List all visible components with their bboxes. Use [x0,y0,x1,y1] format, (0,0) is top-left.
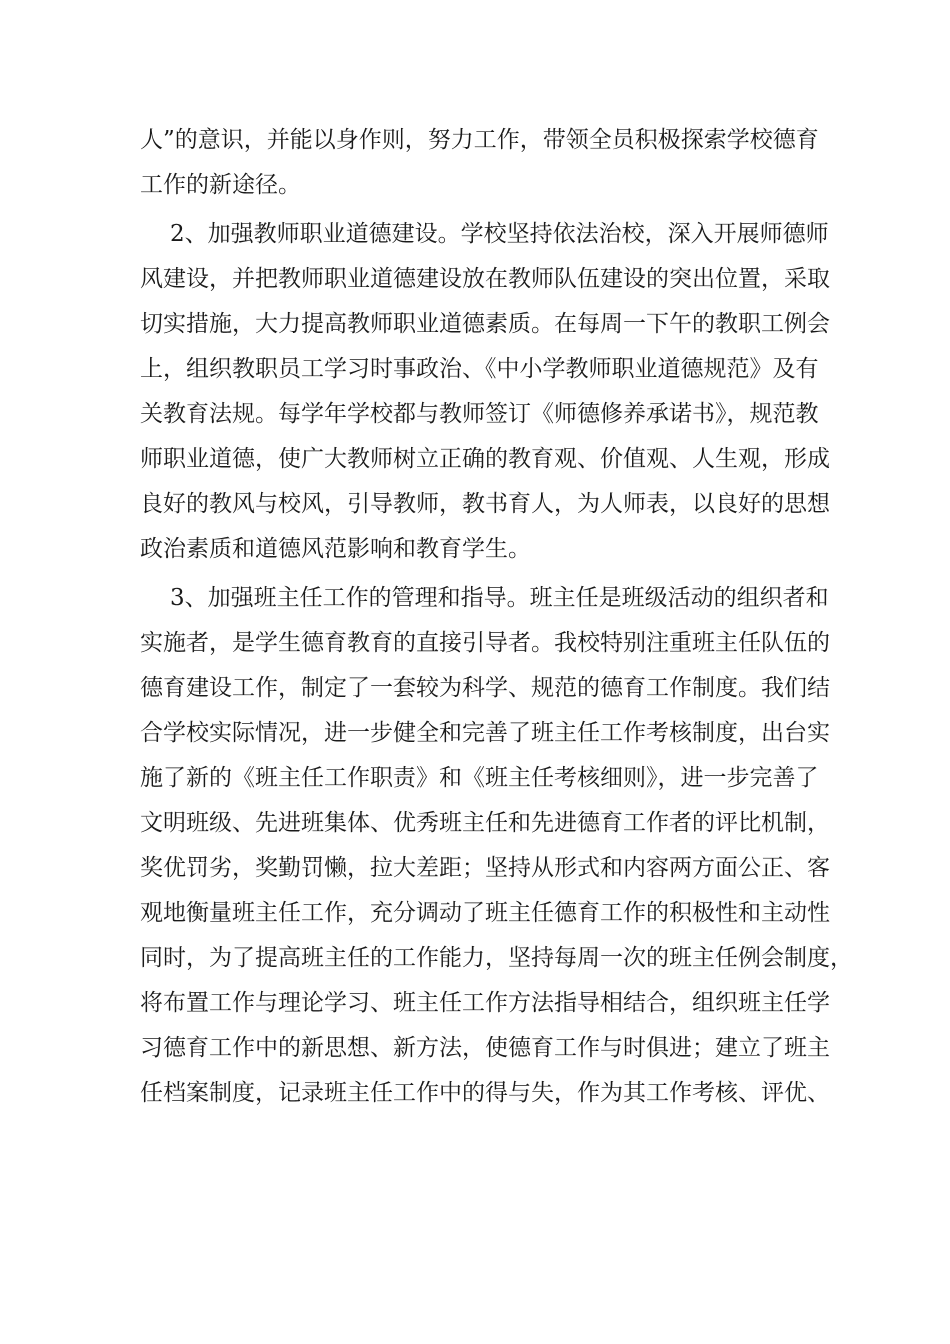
paragraph-2-line-7: 良好的教风与校风，引导教师，教书育人，为人师表，以良好的思想 [140,491,830,517]
paragraph-2-line-1: 2、加强教师职业道德建设。学校坚持依法治校，深入开展师德师 [170,221,829,247]
paragraph-1-line-2: 工作的新途径。 [140,172,301,198]
document-body [140,118,853,1116]
paragraph-3-line-1: 3、加强班主任工作的管理和指导。班主任是班级活动的组织者和 [170,585,829,611]
paragraph-2-line-5: 关教育法规。每学年学校都与教师签订《师德修养承诺书》，规范教 [140,401,819,427]
paragraph-3-line-2: 实施者，是学生德育教育的直接引导者。我校特别注重班主任队伍的 [140,630,830,656]
paragraph-3-line-9: 同时，为了提高班主任的工作能力，坚持每周一次的班主任例会制度， [140,945,853,971]
paragraph-3-line-8: 观地衡量班主任工作，充分调动了班主任德育工作的积极性和主动性 [140,900,830,926]
paragraph-2-line-4: 上，组织教职员工学习时事政治、《中小学教师职业道德规范》及有 [140,356,819,382]
paragraph-3-line-5: 施了新的《班主任工作职责》和《班主任考核细则》，进一步完善了 [140,765,819,791]
paragraph-3-line-10: 将布置工作与理论学习、班主任工作方法指导相结合，组织班主任学 [140,990,830,1016]
paragraph-2-line-2: 风建设，并把教师职业道德建设放在教师队伍建设的突出位置，采取 [140,266,830,292]
paragraph-3-line-3: 德育建设工作，制定了一套较为科学、规范的德育工作制度。我们结 [140,675,830,701]
paragraph-3-line-6: 文明班级、先进班集体、优秀班主任和先进德育工作者的评比机制， [140,810,830,836]
paragraph-2-line-6: 师职业道德，使广大教师树立正确的教育观、价值观、人生观，形成 [140,446,830,472]
paragraph-1-line-1: 人”的意识，并能以身作则，努力工作，带领全员积极探索学校德育 [140,127,819,153]
paragraph-3-line-7: 奖优罚劣，奖勤罚懒，拉大差距；坚持从形式和内容两方面公正、客 [140,855,830,881]
paragraph-2-line-3: 切实措施，大力提高教师职业道德素质。在每周一下午的教职工例会 [140,311,830,337]
paragraph-3-line-11: 习德育工作中的新思想、新方法，使德育工作与时俱进；建立了班主 [140,1035,830,1061]
paragraph-3-line-4: 合学校实际情况，进一步健全和完善了班主任工作考核制度，出台实 [140,720,830,746]
paragraph-3-line-12: 任档案制度，记录班主任工作中的得与失，作为其工作考核、评优、 [140,1080,830,1106]
paragraph-2-line-8: 政治素质和道德风范影响和教育学生。 [140,536,531,562]
